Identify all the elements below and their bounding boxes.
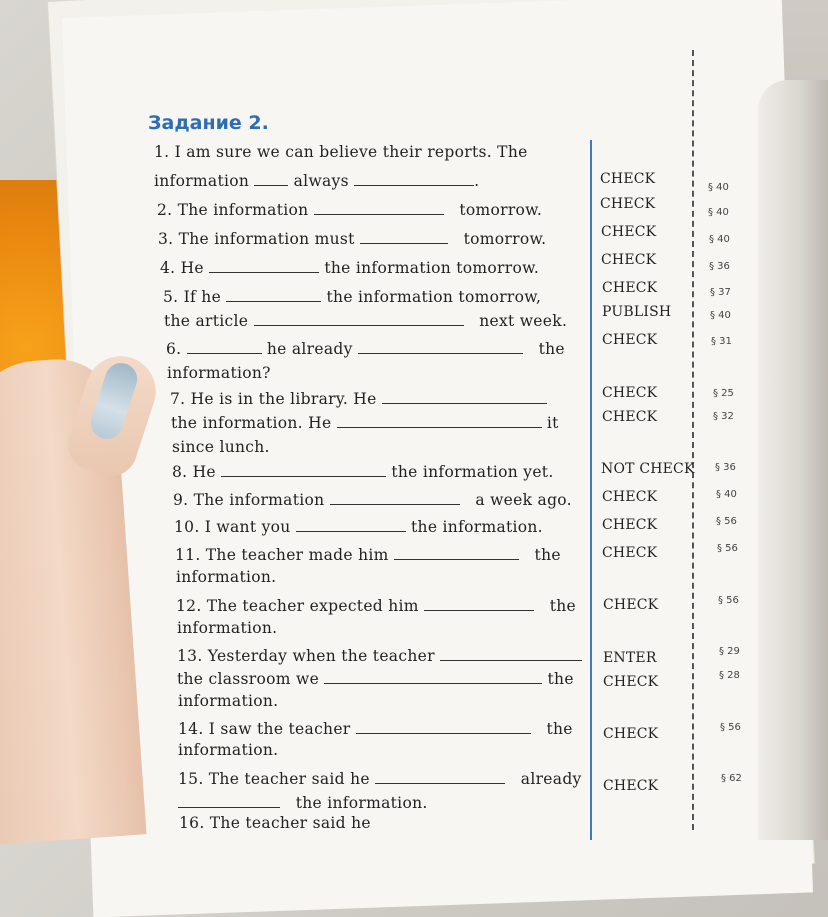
ref-7: § 31 <box>711 336 732 347</box>
verb-9: CHECK <box>602 409 658 425</box>
exercise-1-line2: information always . <box>154 172 480 190</box>
exercise-14-line1: 14. I saw the teacher the <box>178 720 573 738</box>
cut-line <box>692 50 694 830</box>
ref-8: § 25 <box>713 388 734 399</box>
verb-3: CHECK <box>601 224 657 240</box>
exercise-11-line2: information. <box>176 568 277 586</box>
exercise-9: 9. The information a week ago. <box>173 491 572 509</box>
ref-6: § 40 <box>710 310 731 321</box>
verb-14: CHECK <box>603 597 659 613</box>
ref-1: § 40 <box>708 182 729 193</box>
ref-2: § 40 <box>708 207 729 218</box>
exercise-8: 8. He the information yet. <box>172 463 554 481</box>
exercise-7-line3: since lunch. <box>172 438 270 456</box>
ref-4: § 36 <box>709 261 730 272</box>
exercise-5-line1: 5. If he the information tomorrow, <box>163 288 542 306</box>
ref-9: § 32 <box>713 411 734 422</box>
ref-18: § 62 <box>721 773 742 784</box>
verb-13: CHECK <box>602 545 658 561</box>
verb-7: CHECK <box>602 332 658 348</box>
exercise-5-line2: the article next week. <box>164 312 568 330</box>
ref-10: § 36 <box>715 462 736 473</box>
ref-16: § 28 <box>719 670 740 681</box>
verb-17: CHECK <box>603 726 659 742</box>
exercise-15-line1: 15. The teacher said he already <box>178 770 582 788</box>
exercise-13-line1: 13. Yesterday when the teacher <box>177 646 582 665</box>
exercise-6-line2: information? <box>167 364 271 382</box>
verb-18: CHECK <box>603 778 659 794</box>
verb-5: CHECK <box>602 280 658 296</box>
exercise-7-line1: 7. He is in the library. He <box>170 389 547 408</box>
exercise-15-line2: the information. <box>178 793 428 812</box>
verb-4: CHECK <box>601 252 657 268</box>
verb-1: CHECK <box>600 171 656 187</box>
ref-3: § 40 <box>709 234 730 245</box>
verb-2: CHECK <box>600 196 656 212</box>
exercise-7-line2: the information. He it <box>171 414 559 432</box>
ref-13: § 56 <box>717 543 738 554</box>
exercise-10: 10. I want you the information. <box>174 518 543 536</box>
verb-16: CHECK <box>603 674 659 690</box>
ref-12: § 56 <box>716 516 737 527</box>
exercise-12-line1: 12. The teacher expected him the <box>176 597 577 615</box>
ref-11: § 40 <box>716 489 737 500</box>
column-divider <box>590 140 592 840</box>
exercise-4: 4. He the information tomorrow. <box>160 259 540 277</box>
ref-5: § 37 <box>710 287 731 298</box>
exercise-13-line3: information. <box>178 692 279 710</box>
verb-15: ENTER <box>603 650 657 666</box>
ref-17: § 56 <box>720 722 741 733</box>
verb-8: CHECK <box>602 385 658 401</box>
exercise-2: 2. The information tomorrow. <box>157 201 543 219</box>
verb-11: CHECK <box>602 489 658 505</box>
task-title: Задание 2. <box>148 112 269 134</box>
exercise-16: 16. The teacher said he <box>179 814 371 832</box>
verb-6: PUBLISH <box>602 304 672 320</box>
exercise-11-line1: 11. The teacher made him the <box>175 546 561 564</box>
exercise-13-line2: the classroom we the <box>177 670 574 688</box>
exercise-14-line2: information. <box>178 741 279 759</box>
ref-14: § 56 <box>718 595 739 606</box>
exercise-1-line1: 1. I am sure we can believe their reports. The <box>154 143 528 161</box>
ref-15: § 29 <box>719 646 740 657</box>
exercise-6-line1: 6. he already the <box>166 340 565 358</box>
exercise-3: 3. The information must tomorrow. <box>158 230 547 248</box>
verb-12: CHECK <box>602 517 658 533</box>
exercise-12-line2: information. <box>177 619 278 637</box>
verb-10: NOT CHECK <box>601 461 695 477</box>
book-spine <box>758 80 828 840</box>
